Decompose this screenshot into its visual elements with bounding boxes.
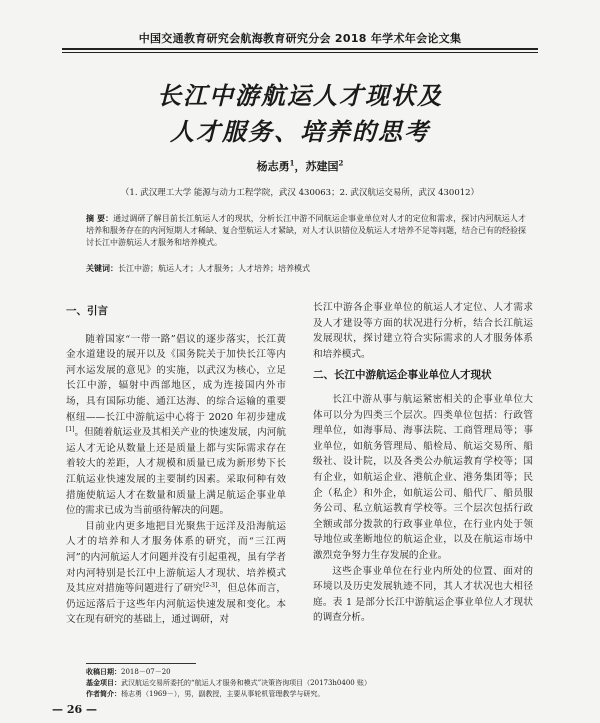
author-name: 杨志勇	[256, 160, 290, 173]
author-affil-mark: 2	[338, 158, 344, 168]
section-heading: 一、引言	[66, 305, 108, 317]
footnote-received	[86, 667, 536, 678]
footnote-rule	[86, 663, 196, 664]
footnote-label: 作者简介：	[86, 690, 121, 698]
footnote-text: 杨志勇（1969－），男，副教授，主要从事轮机管理教学与研究。	[121, 690, 325, 698]
paragraph-text: 目前业内更多地把目光聚焦于远洋及沿海航运人才的培养和人才服务体系的研究，而“三江两河”的内河航运人才问题并没有引起重视，虽有学者对内河特别是长江中上游航运人才现状、培养模式及其应对措施等问题进行了研究	[66, 520, 286, 595]
footnote-label: 基金项目：	[86, 679, 121, 687]
abstract	[86, 213, 526, 249]
abstract-label: 摘 要：	[86, 214, 114, 223]
affiliation: （1. 武汉理工大学 能源与动力工程学院，武汉 430063；2. 武汉航运交易所，武汉 430012）	[120, 188, 480, 198]
citation: [2-3]	[203, 581, 218, 589]
body-paragraph: 长江中游各企事业单位的航运人才定位、人才需求及人才建设等方面的状况进行分析，结合长江航运发展现状，探讨建立符合实际需求的人才服务体系和培养模式。	[313, 302, 533, 360]
author-name: 苏建国	[305, 160, 339, 173]
keywords-label: 关键词：	[86, 264, 118, 273]
footnote-text: 武汉航运交易所委托的“航运人才服务和模式”决策咨询项目（20173h0400 账）	[121, 679, 371, 687]
footnotes	[86, 667, 536, 700]
keywords	[86, 263, 526, 274]
footnote-text: 2018－07－20	[121, 668, 171, 676]
footnote-label: 收稿日期：	[86, 668, 121, 676]
header-rule-thick	[62, 48, 538, 50]
keywords-text: 长江中游；航运人才；人才服务；人才培养；培养模式	[118, 264, 310, 273]
paragraph-text: 。但随着航运业及其相关产业的快速发展，内河航运人才无论从数量上还是质量上都与实际需求存在着较大的差距，人才规模和质量已成为新形势下长江航运业快速发展的主要制约因素。采取何种有效措施使航运人才在数量和质量上满足航运企事业单位的需求已成为当前亟待解决的问题。	[66, 427, 286, 517]
running-head: 中国交通教育研究会航海教育研究分会 2018 年学术年会论文集	[138, 32, 462, 45]
paragraph-text: ，但总体而言，仍远远落后于这些年内河航运快速发展和变化。本文在现有研究的基础上，通过调研，对	[66, 583, 287, 626]
footnote-bio	[86, 689, 536, 700]
abstract-text: 通过调研了解目前长江航运人才的现状，分析长江中游不同航运企事业单位对人才的定位和需求，探讨内河航运人才培养和服务存在的内河短期人才稀缺、复合型航运人才紧缺，对人才认识错位及航运人才培养不足等问题，结合已有的经验探讨长江中游航运人才服务和培养模式。	[86, 214, 526, 247]
body-paragraph	[66, 332, 286, 519]
left-column	[66, 300, 286, 628]
body-paragraph	[66, 519, 286, 628]
section-heading: 二、长江中游航运企事业单位人才现状	[313, 369, 492, 382]
right-column	[313, 300, 533, 626]
paper-title-line2: 人才服务、培养的思考	[170, 118, 430, 146]
authors	[0, 158, 600, 174]
author-affil-mark: 1	[289, 158, 295, 168]
citation: [1]	[66, 425, 75, 433]
footnote-fund	[86, 678, 536, 689]
page-number: — 26 —	[52, 703, 97, 716]
body-paragraph: 长江中游从事与航运紧密相关的企事业单位大体可以分为四类三个层次。四类单位包括：行政管理单位，如海事局、海事法院、工商管理局等；事业单位，如航务管理局、船检局、航运交易所、船级社、设计院，以及各类公办航运教育学校等；国有企业，如航运企业、港航企业、港务集团等；民企（私企）和外企，如航运公司、船代厂、船员服务公司、私立航运教育学校等。三个层次包括行政全额或部分拨款的行政事业单位，在行业内处于领导地位或垄断地位的航运企业，以及在航运市场中激烈竞争努力生存发展的企业。	[313, 393, 533, 561]
author-separator: ，	[294, 160, 306, 173]
paragraph-text: 随着国家“一带一路”倡议的逐步落实，长江黄金水道建设的展开以及《国务院关于加快长江等内河水运发展的意见》的实施，以武汉为核心，立足长江中游，辐射中西部地区，成为连接国内外市场，具有国际功能、通江达海、的综合运输的重要枢纽——长江中游航运中心将于 2020 年初步建成	[66, 333, 286, 423]
paper-title-line1: 长江中游航运人才现状及	[157, 82, 443, 110]
body-paragraph: 这些企事业单位在行业内所处的位置、面对的环境以及历史发展轨迹不同，其人才状况也大相径庭。表 1 是部分长江中游航运企事业单位人才现状的调查分析。	[313, 565, 533, 624]
header-rule-thin	[62, 52, 538, 53]
